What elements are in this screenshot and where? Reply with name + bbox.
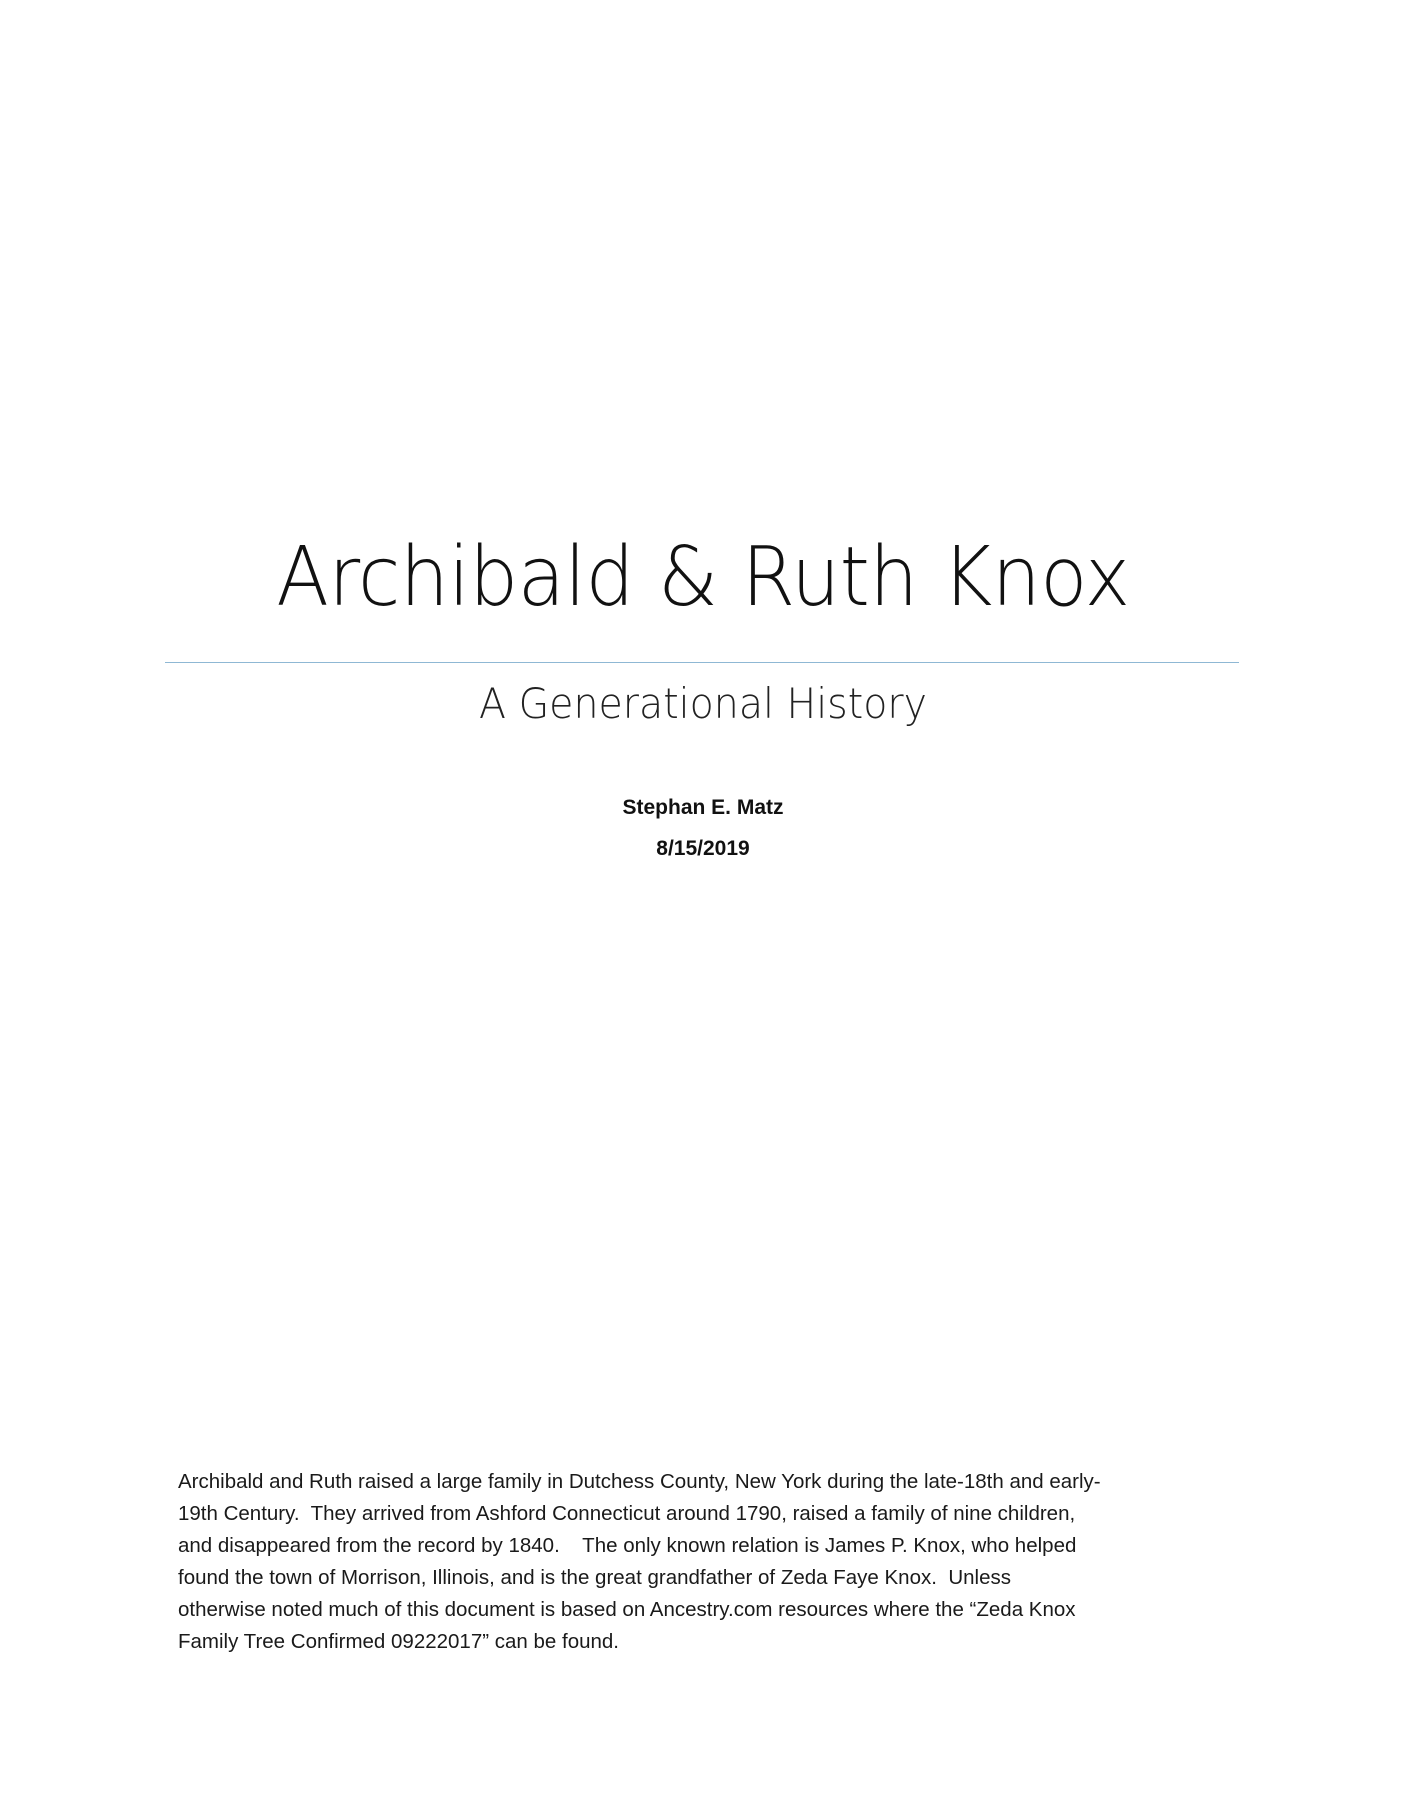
- abstract-line: found the town of Morrison, Illinois, and is the great grandfather of Zeda Faye Knox. Unless: [178, 1566, 1011, 1589]
- document-subtitle: A Generational History: [479, 679, 927, 728]
- abstract-line: Archibald and Ruth raised a large family in Dutchess County, New York during the late-18th and early-: [178, 1470, 1101, 1493]
- author-name: Stephan E. Matz: [622, 796, 784, 819]
- abstract-line: 19th Century. They arrived from Ashford Connecticut around 1790, raised a family of nine children,: [178, 1502, 1076, 1525]
- abstract-line: Family Tree Confirmed 09222017” can be found.: [178, 1630, 620, 1653]
- document-date: 8/15/2019: [656, 837, 750, 860]
- abstract-line: and disappeared from the record by 1840. The only known relation is James P. Knox, who helped: [178, 1534, 1077, 1557]
- abstract-paragraph: [178, 1466, 1230, 1658]
- title-divider: [165, 662, 1239, 663]
- abstract-line: otherwise noted much of this document is based on Ancestry.com resources where the “Zeda Knox: [178, 1598, 1076, 1621]
- document-title: Archibald & Ruth Knox: [276, 530, 1130, 625]
